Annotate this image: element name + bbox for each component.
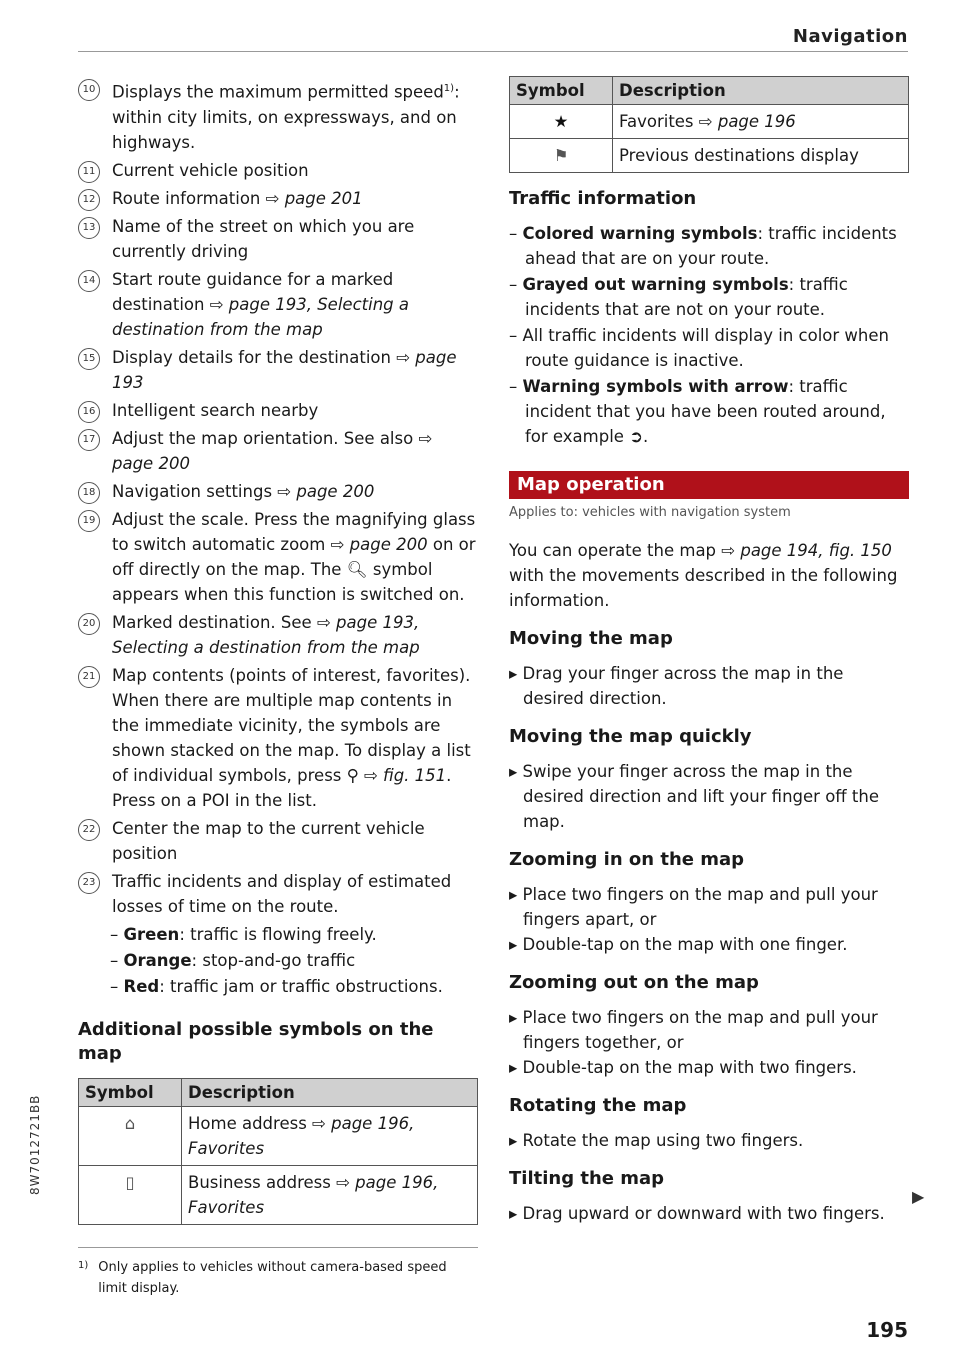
step-text: Double-tap on the map with two fingers.: [522, 1058, 857, 1077]
legend-item-text: [112, 398, 478, 423]
page-reference-link[interactable]: ⇨ page 200: [330, 534, 428, 554]
legend-item-text: [112, 816, 478, 866]
legend-item: [78, 398, 478, 423]
legend-item: [78, 479, 478, 504]
description-text: Home address: [188, 1113, 313, 1133]
legend-item-text: [112, 267, 478, 342]
callout-number: 12: [78, 189, 100, 211]
legend-item-text: [112, 76, 478, 155]
table-header-description: Description: [182, 1078, 478, 1106]
operation-heading: Tilting the map: [509, 1168, 665, 1189]
description-cell: [613, 105, 909, 139]
color-description: : traffic is flowing freely.: [179, 924, 377, 944]
legend-item: [78, 869, 478, 919]
step-text: Drag upward or downward with two fingers.: [522, 1204, 885, 1223]
intro-paragraph: You can operate the map ⇨ page 194, fig. 150 with the movements described in the following information.: [509, 541, 898, 610]
page-number: 195: [866, 1318, 908, 1342]
text-fragment: Adjust the scale. Press the magnifying glass to switch automatic zoom: [112, 509, 476, 554]
traffic-info-item: – All traffic incidents will display in color when route guidance is inactive.: [509, 326, 889, 370]
text-fragment: Display details for the destination: [112, 347, 397, 367]
step-text: Rotate the map using two fingers.: [522, 1131, 804, 1150]
description-text: Favorites: [619, 112, 699, 131]
callout-number: 10: [78, 79, 100, 101]
traffic-description: All traffic incidents will display in color when route guidance is inactive.: [522, 326, 889, 370]
table-header-symbol: Symbol: [79, 1078, 182, 1106]
text-fragment: Adjust the map orientation. See also: [112, 428, 419, 448]
color-label: Orange: [123, 950, 192, 970]
operation-sections: [509, 627, 909, 1226]
text-fragment: . Press on a POI in the list.: [112, 765, 452, 810]
traffic-info-item: – Grayed out warning symbols: traffic incidents that are not on your route.: [509, 275, 848, 319]
page-reference-link[interactable]: ⇨ page 200: [277, 481, 375, 501]
legend-item-text: [112, 345, 478, 395]
step-bullet-icon: ▸: [509, 1204, 523, 1223]
operation-heading: Zooming in on the map: [509, 849, 745, 870]
document-code: 8W7012721BB: [28, 1094, 42, 1195]
callout-number: 11: [78, 161, 100, 183]
traffic-color-item: [110, 974, 478, 1000]
symbol-cell: [79, 1165, 182, 1224]
callout-number: 21: [78, 666, 100, 688]
page-reference-link[interactable]: ⇨ page 193, Selecting a destination from the map: [112, 612, 420, 657]
left-column: [78, 76, 478, 1225]
traffic-color-list: [78, 922, 478, 1000]
text-fragment: Intelligent search nearby: [112, 400, 319, 420]
legend-item: [78, 214, 478, 264]
symbol-cell: [79, 1106, 182, 1165]
step-text: Drag your finger across the map in the desired direction.: [522, 664, 844, 708]
description-cell: [182, 1165, 478, 1224]
legend-item: [78, 610, 478, 660]
legend-item: [78, 76, 478, 155]
home-icon: ⌂: [124, 1113, 136, 1133]
operation-step: [509, 1005, 909, 1055]
traffic-description: : traffic incident that you have been routed around, for example ➲.: [525, 377, 886, 446]
table-header-description: Description: [613, 77, 909, 105]
traffic-term: Warning symbols with arrow: [522, 377, 789, 396]
table-row: [510, 105, 909, 139]
page-reference-link[interactable]: ⇨ page 196, Favorites: [188, 1172, 439, 1217]
footnote-mark: 1): [78, 1260, 89, 1271]
legend-item-text: [112, 158, 478, 183]
callout-number: 20: [78, 613, 100, 635]
color-label: Red: [123, 976, 160, 996]
traffic-heading: Traffic information: [509, 188, 697, 209]
table-row: [79, 1165, 478, 1224]
operation-step: [509, 1201, 909, 1226]
symbol-cell: [510, 139, 613, 173]
legend-item-text: [112, 610, 478, 660]
section-title: Navigation: [792, 26, 908, 47]
callout-number: 18: [78, 482, 100, 504]
text-fragment: Map contents (points of interest, favorites). When there are multiple map contents in the immediate vicinity, the symbols are shown stacked on the map. To display a list of individual symbols, press ⚲: [112, 665, 471, 785]
operation-step: [509, 882, 909, 932]
color-description: : traffic jam or traffic obstructions.: [159, 976, 443, 996]
legend-item: [78, 186, 478, 211]
text-fragment: Marked destination. See: [112, 612, 317, 632]
legend-item: [78, 158, 478, 183]
traffic-info-item: – Colored warning symbols: traffic incidents ahead that are on your route.: [509, 224, 897, 268]
traffic-term: Grayed out warning symbols: [522, 275, 789, 294]
building-icon: ▯: [125, 1172, 135, 1192]
legend-item: [78, 267, 478, 342]
operation-heading: Moving the map quickly: [509, 726, 752, 747]
operation-heading: Rotating the map: [509, 1095, 687, 1116]
traffic-description: : traffic incidents that are not on your route.: [525, 275, 848, 319]
description-text: Previous destinations display: [619, 146, 859, 165]
legend-item-text: [112, 426, 478, 476]
step-bullet-icon: ▸: [509, 1131, 523, 1150]
page-reference-link[interactable]: ⇨ page 193, Selecting a destination from the map: [112, 294, 409, 339]
intro-ref[interactable]: ⇨ page 194, fig. 150: [721, 541, 892, 560]
text-fragment: Route information: [112, 188, 266, 208]
legend-item-text: [112, 479, 478, 504]
operation-step: [509, 932, 909, 957]
legend-item: [78, 426, 478, 476]
traffic-description: : traffic incidents ahead that are on your route.: [525, 224, 897, 268]
traffic-color-item: [110, 922, 478, 948]
callout-number: 19: [78, 510, 100, 532]
traffic-color-item: [110, 948, 478, 974]
legend-item: [78, 345, 478, 395]
legend-item-text: [112, 663, 478, 813]
step-bullet-icon: ▸: [509, 762, 523, 781]
flag-icon: ⚑: [553, 146, 569, 165]
step-text: Double-tap on the map with one finger.: [522, 935, 848, 954]
operation-step: [509, 1128, 909, 1153]
text-fragment: Current vehicle position: [112, 160, 309, 180]
text-fragment: on or off directly on the map. The 🔍︎ symbol appears when this function is switched on.: [112, 534, 476, 604]
description-cell: [182, 1106, 478, 1165]
dash: –: [110, 950, 124, 970]
right-column: [509, 76, 909, 1226]
applies-note: Applies to: vehicles with navigation system: [509, 505, 791, 520]
header-divider: [78, 51, 908, 52]
callout-number: 14: [78, 270, 100, 292]
legend-item-text: [112, 214, 478, 264]
step-bullet-icon: ▸: [509, 885, 523, 904]
step-text: Place two fingers on the map and pull your fingers together, or: [522, 1008, 878, 1052]
step-bullet-icon: ▸: [509, 664, 523, 683]
text-fragment: Start route guidance for a marked destination: [112, 269, 394, 314]
callout-number: 15: [78, 348, 100, 370]
step-text: Place two fingers on the map and pull your fingers apart, or: [522, 885, 878, 929]
footnote-divider: [78, 1247, 478, 1248]
dash: –: [110, 924, 124, 944]
table-row: [79, 1106, 478, 1165]
text-fragment: Center the map to the current vehicle position: [112, 818, 425, 863]
text-fragment: Name of the street on which you are currently driving: [112, 216, 415, 261]
step-bullet-icon: ▸: [509, 1058, 523, 1077]
page-reference-link[interactable]: ⇨ page 193: [112, 347, 457, 392]
symbols-heading: Additional possible symbols on the map: [78, 1018, 434, 1064]
step-bullet-icon: ▸: [509, 1008, 523, 1027]
operation-step: [509, 759, 909, 834]
legend-item: [78, 816, 478, 866]
text-fragment: Displays the maximum permitted speed: [112, 82, 444, 102]
legend-item: [78, 507, 478, 607]
star-icon: ★: [553, 112, 569, 131]
footnote-ref: 1): [443, 83, 455, 94]
step-bullet-icon: ▸: [509, 935, 523, 954]
traffic-term: Colored warning symbols: [522, 224, 758, 243]
operation-heading: Moving the map: [509, 628, 673, 649]
page-reference-link[interactable]: ⇨ fig. 151: [363, 765, 447, 785]
traffic-info-list: [509, 221, 909, 449]
text-fragment: Traffic incidents and display of estimated losses of time on the route.: [112, 871, 452, 916]
operation-heading: Zooming out on the map: [509, 972, 759, 993]
text-fragment: : within city limits, on expressways, and on highways.: [112, 82, 460, 152]
color-description: : stop-and-go traffic: [191, 950, 356, 970]
footnote: [78, 1257, 478, 1299]
text-fragment: Navigation settings: [112, 481, 278, 501]
symbol-cell: [510, 105, 613, 139]
page-reference-link[interactable]: ⇨ page 196, Favorites: [188, 1113, 415, 1158]
callout-number: 13: [78, 217, 100, 239]
callout-number: 22: [78, 819, 100, 841]
operation-step: [509, 1055, 909, 1080]
footnote-text: Only applies to vehicles without camera-based speed limit display.: [98, 1260, 447, 1296]
table-row: [510, 139, 909, 173]
step-text: Swipe your finger across the map in the desired direction and lift your finger off the map.: [522, 762, 879, 831]
callout-number: 23: [78, 872, 100, 894]
dash: –: [110, 976, 124, 996]
continue-arrow-icon: ▶: [912, 1187, 925, 1206]
page-reference-link[interactable]: ⇨ page 200: [112, 428, 433, 473]
page-reference-link[interactable]: ⇨ page 201: [265, 188, 363, 208]
table-header-symbol: Symbol: [510, 77, 613, 105]
legend-item-text: [112, 869, 478, 919]
page-reference-link[interactable]: ⇨ page 196: [698, 112, 796, 131]
symbols-table-right: [509, 76, 909, 173]
color-label: Green: [123, 924, 180, 944]
symbols-table-left: [78, 1078, 478, 1225]
callout-number: 17: [78, 429, 100, 451]
legend-list: [78, 76, 478, 919]
description-cell: [613, 139, 909, 173]
operation-step: [509, 661, 909, 711]
legend-item-text: [112, 186, 478, 211]
traffic-info-item: – Warning symbols with arrow: traffic incident that you have been routed around, for example ➲.: [509, 377, 886, 446]
legend-item-text: [112, 507, 478, 607]
legend-item: [78, 663, 478, 813]
description-text: Business address: [188, 1172, 337, 1192]
map-operation-title: Map operation: [509, 471, 909, 499]
callout-number: 16: [78, 401, 100, 423]
